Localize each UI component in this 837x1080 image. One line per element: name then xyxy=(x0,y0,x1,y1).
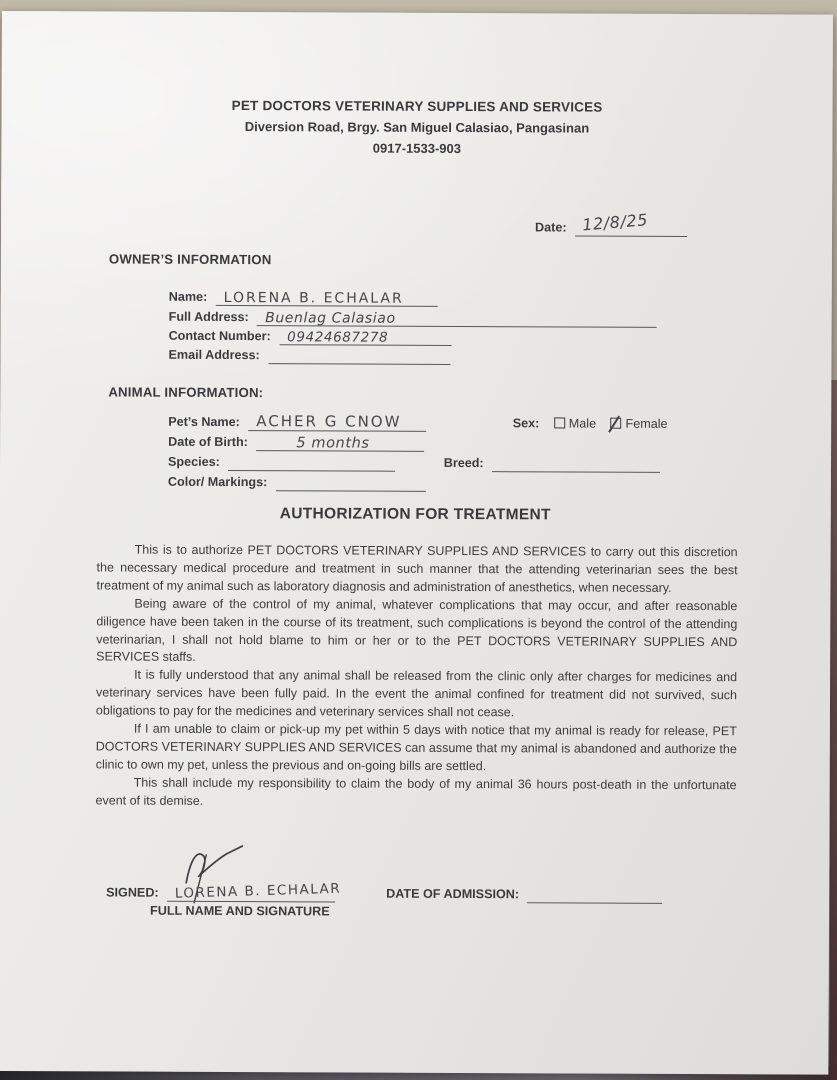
treatment-paragraph: This shall include my responsibility to claim the body of my animal 36 hours post-death in the unfortunate event of its demise. xyxy=(95,775,737,808)
owner-address-line xyxy=(257,310,657,328)
breed-label: Breed: xyxy=(443,455,484,471)
sex-female-label: Female xyxy=(625,416,668,431)
signed-handwritten-name: LORENA B. ECHALAR xyxy=(174,880,342,902)
clinic-header xyxy=(1,97,832,158)
owner-address-handwritten: Buenlag Calasiao xyxy=(265,310,396,327)
clinic-phone: 0917-1533-903 xyxy=(372,140,462,157)
pet-name-label: Pet’s Name: xyxy=(168,414,240,430)
date-line xyxy=(575,210,687,237)
date-row xyxy=(535,210,687,237)
sex-female-checkbox xyxy=(611,418,622,429)
sex-male-checkbox xyxy=(554,417,565,428)
signature-caption: FULL NAME AND SIGNATURE xyxy=(150,903,330,919)
species-line xyxy=(228,455,395,472)
date-handwritten-value: 12/8/25 xyxy=(581,210,649,235)
species-breed-row xyxy=(168,453,660,473)
treatment-paragraph: Being aware of the control of my animal, whatever complications that may occur, and after reasonable diligence have been taken in the course of its treatment, such complications is beyond the control of the attending veterinarian, I shall not hold blame to him or her or to the PET DOCTORS VETERINARY SUPPLIES AND SERVICES staffs. xyxy=(96,596,738,665)
signed-row xyxy=(106,880,342,902)
dob-label: Date of Birth: xyxy=(168,434,248,450)
color-markings-label: Color/ Markings: xyxy=(167,474,268,490)
owner-name-row xyxy=(169,288,438,307)
sex-group xyxy=(513,414,668,432)
signature-flourish xyxy=(176,845,276,887)
pet-name-handwritten: ACHER G CNOW xyxy=(256,412,402,431)
treatment-paragraph: If I am unable to claim or pick-up my pet within 5 days with notice that my animal is ready for release, PET DOCTORS VETERINARY SUPPLIES AND SERVICES can assume that my animal is abandoned and authorize the clinic to own my pet, unless the previous and on-going bills are settled. xyxy=(95,721,737,773)
owner-contact-handwritten: 09424687278 xyxy=(287,329,389,346)
owner-contact-label: Contact Number: xyxy=(168,328,271,344)
admission-row xyxy=(386,885,662,904)
owner-section-title: OWNER’S INFORMATION xyxy=(108,251,272,268)
signed-line xyxy=(167,880,342,903)
owner-contact-row xyxy=(169,327,452,346)
animal-section-title: ANIMAL INFORMATION: xyxy=(108,384,264,401)
owner-address-row xyxy=(169,308,658,328)
dob-row xyxy=(168,433,424,452)
admission-label: DATE OF ADMISSION: xyxy=(386,886,520,902)
owner-address-label: Full Address: xyxy=(168,309,249,325)
dob-handwritten: 5 months xyxy=(296,435,370,452)
species-label: Species: xyxy=(168,454,220,469)
pet-name-line xyxy=(248,412,426,432)
pet-name-row xyxy=(168,413,667,433)
date-label: Date: xyxy=(535,220,567,235)
treatment-paragraph: This is to authorize PET DOCTORS VETERINARY SUPPLIES AND SERVICES to carry out this discretion the necessary medical procedure and treatment in such manner that the attending veterinarian sees the best treatment of my animal such as laboratory diagnosis and administration of anesthetics, when necessary. xyxy=(96,542,738,595)
owner-email-line xyxy=(268,348,450,365)
breed-line xyxy=(492,456,660,473)
treatment-body xyxy=(96,541,738,812)
clinic-name: PET DOCTORS VETERINARY SUPPLIES AND SERVICES xyxy=(231,98,603,115)
sex-label: Sex: xyxy=(512,416,540,431)
owner-name-line xyxy=(216,290,438,307)
owner-contact-line xyxy=(279,329,451,346)
dob-line xyxy=(256,435,424,452)
color-markings-line xyxy=(276,475,426,492)
sex-male-label: Male xyxy=(568,416,597,431)
document-page xyxy=(0,11,833,1075)
owner-email-row xyxy=(168,346,450,365)
photo-background-right-edge xyxy=(830,380,837,1080)
admission-line xyxy=(528,887,663,904)
owner-email-label: Email Address: xyxy=(168,347,260,363)
treatment-title: AUTHORIZATION FOR TREATMENT xyxy=(279,505,551,524)
color-markings-row xyxy=(168,473,426,492)
treatment-paragraph: It is fully understood that any animal shall be released from the clinic only after charges for medicines and veterinary services have been fully paid. In the event the animal confined for treatment did not survived, such obligations to pay for the medicines and veterinary services shall not cease. xyxy=(95,667,738,720)
signed-label: SIGNED: xyxy=(106,885,159,900)
owner-name-handwritten: LORENA B. ECHALAR xyxy=(223,289,404,307)
owner-name-label: Name: xyxy=(168,289,208,304)
clinic-address: Diversion Road, Brgy. San Miguel Calasiao, Pangasinan xyxy=(244,119,590,136)
